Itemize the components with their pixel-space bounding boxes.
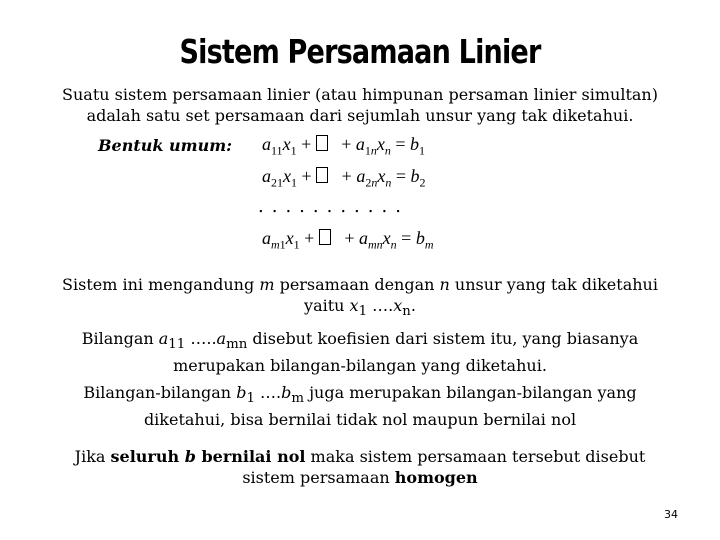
unknowns-paragraph: Sistem ini mengandung m persamaan dengan n unsur yang tak diketahui yaitu $x_1$ $\dots.x_n$. <box>62 275 658 320</box>
general-form-label: Bentuk umum: <box>98 136 233 155</box>
page-title: Sistem Persamaan Linier <box>179 32 541 71</box>
equation-row-2: $a_{21}x_1$ + + $a_{2n}x_n = b_2$ <box>262 166 426 190</box>
equation-row-1: $a_{11}x_1$ + + $a_{1n}x_n = b_1$ <box>262 134 426 158</box>
intro-paragraph: Suatu sistem persamaan linier (atau himpunan persaman linier simultan) adalah satu set persamaan dari sejumlah unsur yang tak diketahui. <box>62 85 658 125</box>
constants-paragraph: Bilangan-bilangan $b_1$ $\dots.b_m$ juga merupakan bilangan-bilangan yang diketahui, bisa bernilai tidak nol maupun bernilai nol <box>83 383 637 430</box>
homogeneous-paragraph: Jika seluruh b bernilai nol maka sistem persamaan tersebut disebut sistem persamaan homogen <box>74 447 646 487</box>
equation-row-m: $a_{m1}x_1$ + + $a_{mn}x_n = b_m$ <box>262 228 434 252</box>
coefficients-paragraph: Bilangan $a_{11}$ $\dots..a_{mn}$ disebut koefisien dari sistem itu, yang biasanya merupakan bilangan-bilangan yang diketahui. <box>81 329 639 376</box>
equation-ellipsis: ........... <box>258 196 409 217</box>
page-number: 34 <box>664 508 678 521</box>
